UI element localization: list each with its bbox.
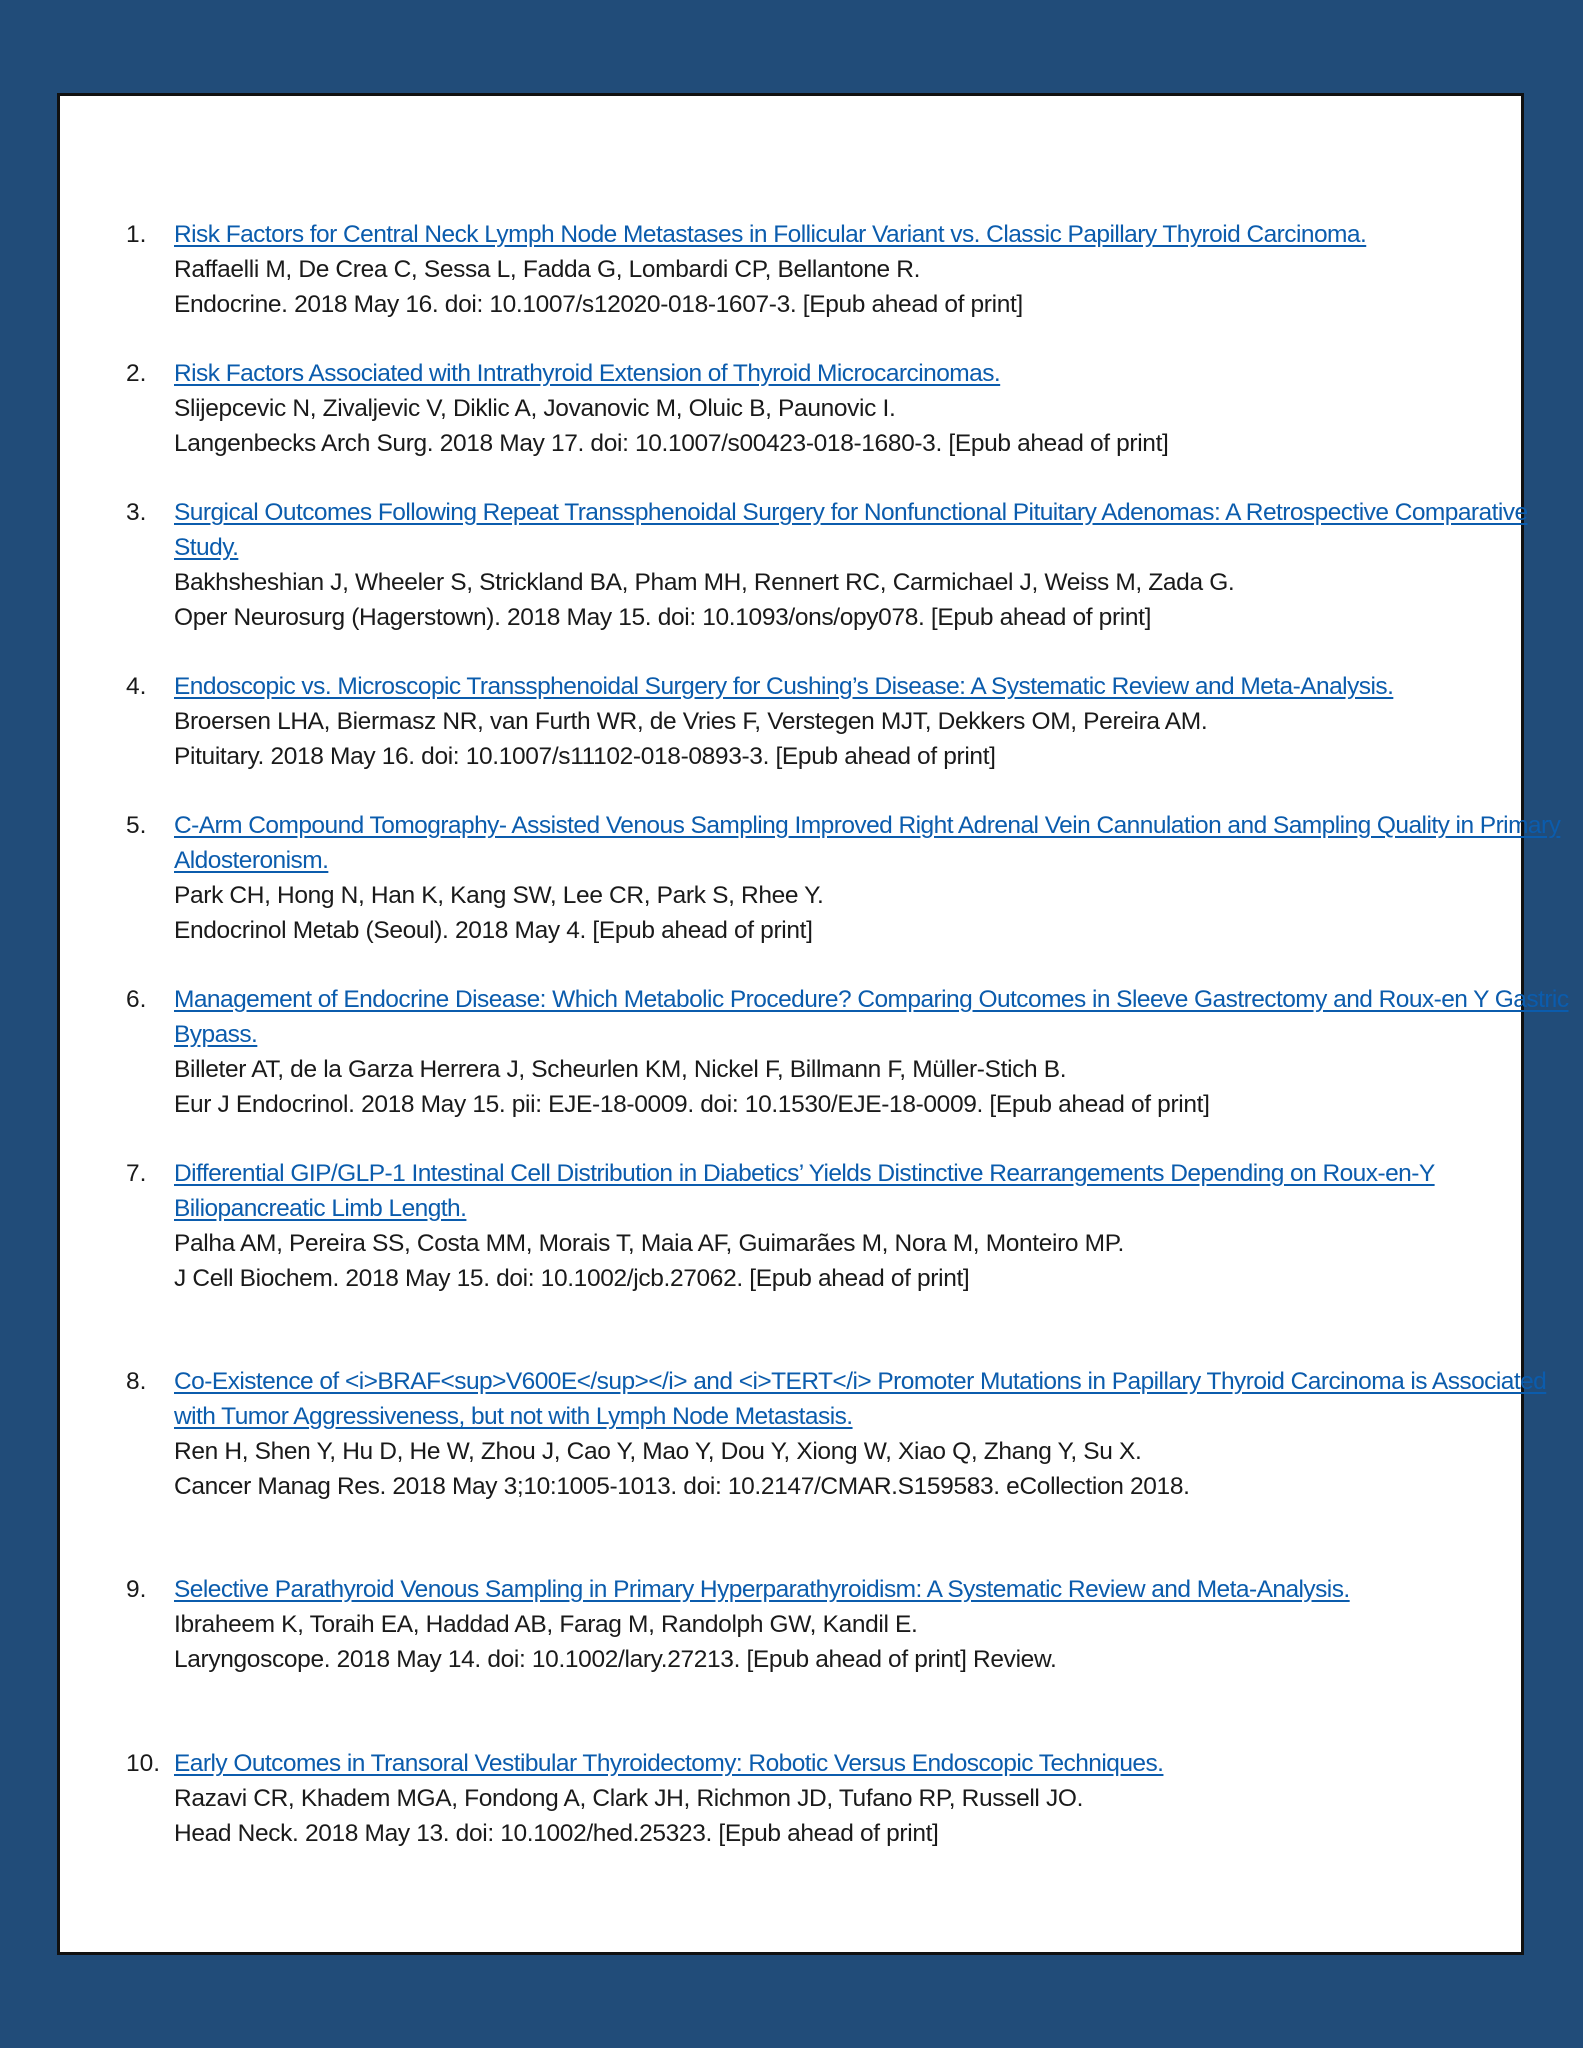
reference-authors: Palha AM, Pereira SS, Costa MM, Morais T, Maia AF, Guimarães M, Nora M, Monteiro MP. [174, 1230, 1125, 1257]
reference-citation: Pituitary. 2018 May 16. doi: 10.1007/s11102-018-0893-3. [Epub ahead of print] [174, 743, 996, 770]
reference-authors: Ren H, Shen Y, Hu D, He W, Zhou J, Cao Y, Mao Y, Dou Y, Xiong W, Xiao Q, Zhang Y, Su X. [174, 1438, 1142, 1465]
reference-citation: Eur J Endocrinol. 2018 May 15. pii: EJE-18-0009. doi: 10.1530/EJE-18-0009. [Epub ahead of print] [174, 1091, 1210, 1118]
reference-title-link[interactable]: Risk Factors Associated with Intrathyroid Extension of Thyroid Microcarcinomas. [174, 360, 1001, 387]
reference-number: 7. [126, 1160, 147, 1187]
reference-title-link[interactable]: Early Outcomes in Transoral Vestibular Thyroidectomy: Robotic Versus Endoscopic Techniques. [174, 1750, 1164, 1777]
document-page [57, 93, 1569, 1955]
reference-citation: Head Neck. 2018 May 13. doi: 10.1002/hed.25323. [Epub ahead of print] [174, 1820, 939, 1847]
reference-authors: Ibraheem K, Toraih EA, Haddad AB, Farag M, Randolph GW, Kandil E. [174, 1611, 918, 1638]
reference-authors: Razavi CR, Khadem MGA, Fondong A, Clark JH, Richmon JD, Tufano RP, Russell JO. [174, 1785, 1084, 1812]
reference-title-link[interactable]: C-Arm Compound Tomography- Assisted Venous Sampling Improved Right Adrenal Vein Cannulation and Sampling Quality in Primary Aldosteronism. [174, 812, 1561, 874]
reference-citation: Cancer Manag Res. 2018 May 3;10:1005-1013. doi: 10.2147/CMAR.S159583. eCollection 2018. [174, 1473, 1190, 1500]
reference-citation: Endocrinol Metab (Seoul). 2018 May 4. [Epub ahead of print] [174, 917, 813, 944]
reference-number: 4. [126, 673, 147, 700]
reference-number: 6. [126, 986, 147, 1013]
reference-citation: Laryngoscope. 2018 May 14. doi: 10.1002/lary.27213. [Epub ahead of print] Review. [174, 1646, 1057, 1673]
reference-authors: Park CH, Hong N, Han K, Kang SW, Lee CR, Park S, Rhee Y. [174, 882, 824, 909]
reference-authors: Bakhsheshian J, Wheeler S, Strickland BA, Pham MH, Rennert RC, Carmichael J, Weiss M, Zada G. [174, 569, 1235, 596]
reference-title-link[interactable]: Surgical Outcomes Following Repeat Transsphenoidal Surgery for Nonfunctional Pituitary Adenomas: A Retrospective Comparative Study. [174, 499, 1528, 561]
reference-number: 8. [126, 1368, 147, 1395]
reference-citation: J Cell Biochem. 2018 May 15. doi: 10.1002/jcb.27062. [Epub ahead of print] [174, 1265, 970, 1292]
reference-number: 9. [126, 1576, 147, 1603]
reference-title-link[interactable]: Endoscopic vs. Microscopic Transsphenoidal Surgery for Cushing’s Disease: A Systematic Review and Meta-Analysis. [174, 673, 1394, 700]
reference-title-link[interactable]: Risk Factors for Central Neck Lymph Node Metastases in Follicular Variant vs. Classic Papillary Thyroid Carcinoma. [174, 221, 1367, 248]
reference-authors: Raffaelli M, De Crea C, Sessa L, Fadda G, Lombardi CP, Bellantone R. [174, 256, 921, 283]
reference-title-link[interactable]: Selective Parathyroid Venous Sampling in Primary Hyperparathyroidism: A Systematic Review and Meta-Analysis. [174, 1576, 1350, 1603]
reference-title-link[interactable]: Differential GIP/GLP-1 Intestinal Cell Distribution in Diabetics’ Yields Distinctive Rearrangements Depending on Roux-en-Y Biliopancreatic Limb Length. [174, 1160, 1435, 1222]
reference-number: 10. [126, 1750, 161, 1777]
reference-number: 5. [126, 812, 147, 839]
reference-authors: Slijepcevic N, Zivaljevic V, Diklic A, Jovanovic M, Oluic B, Paunovic I. [174, 395, 896, 422]
reference-authors: Billeter AT, de la Garza Herrera J, Scheurlen KM, Nickel F, Billmann F, Müller-Stich B. [174, 1056, 1067, 1083]
reference-number: 3. [126, 499, 147, 526]
reference-authors: Broersen LHA, Biermasz NR, van Furth WR, de Vries F, Verstegen MJT, Dekkers OM, Pereira AM. [174, 708, 1208, 735]
reference-title-link[interactable]: Co-Existence of <i>BRAF<sup>V600E</sup></i> and <i>TERT</i> Promoter Mutations in Papillary Thyroid Carcinoma is Associated with Tumor Aggressiveness, but not with Lymph Node Metastasis. [174, 1368, 1547, 1430]
reference-number: 1. [126, 221, 147, 248]
reference-title-link[interactable]: Management of Endocrine Disease: Which Metabolic Procedure? Comparing Outcomes in Sleeve Gastrectomy and Roux-en Y Gastric Bypass. [174, 986, 1569, 1048]
reference-citation: Oper Neurosurg (Hagerstown). 2018 May 15. doi: 10.1093/ons/opy078. [Epub ahead of print] [174, 604, 1152, 631]
reference-citation: Langenbecks Arch Surg. 2018 May 17. doi: 10.1007/s00423-018-1680-3. [Epub ahead of print] [174, 430, 1169, 457]
reference-number: 2. [126, 360, 147, 387]
reference-citation: Endocrine. 2018 May 16. doi: 10.1007/s12020-018-1607-3. [Epub ahead of print] [174, 291, 1023, 318]
